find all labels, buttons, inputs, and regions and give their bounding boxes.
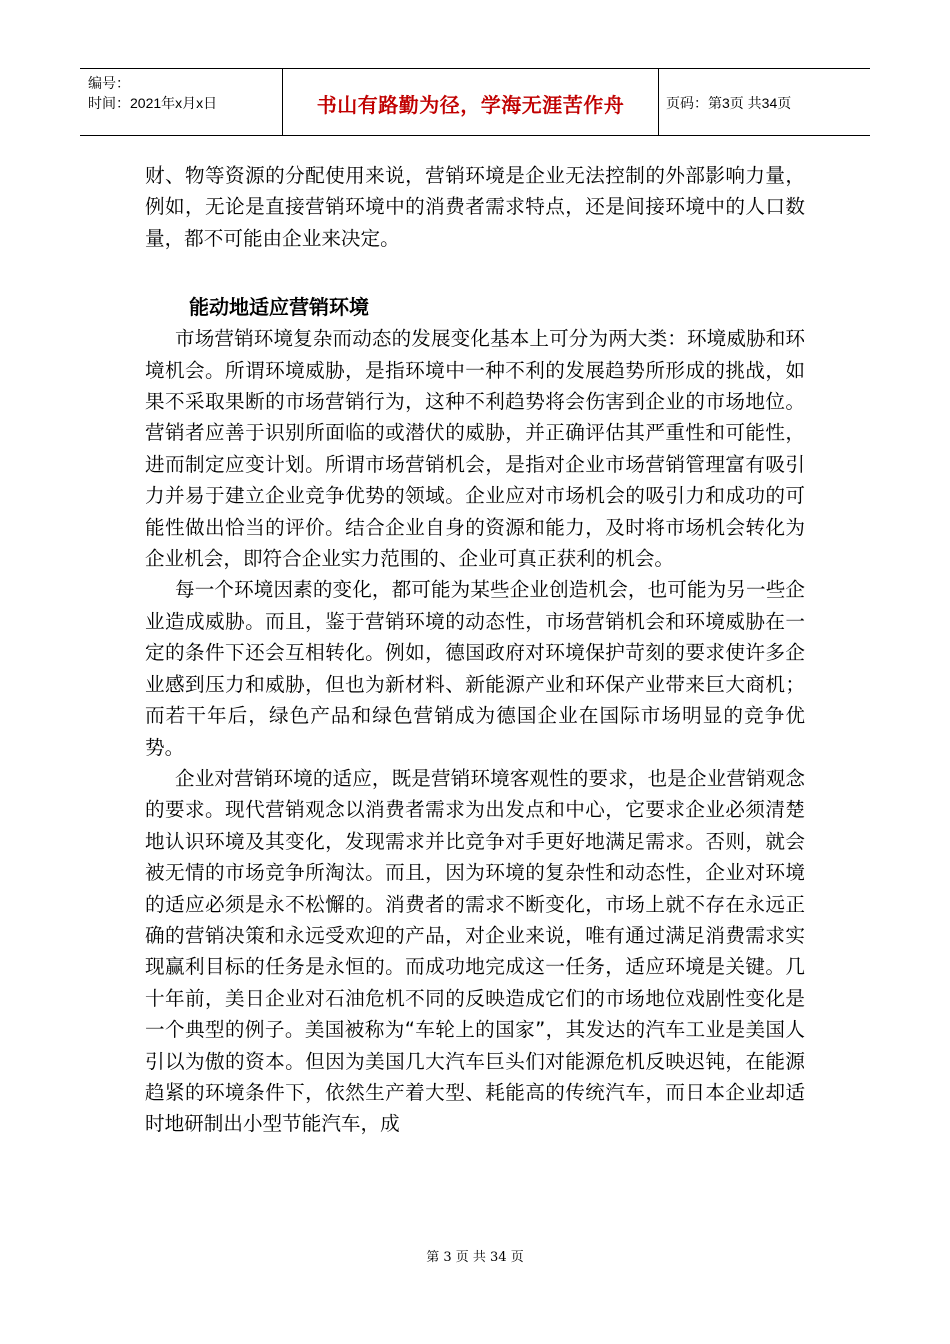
body-paragraph-3: 企业对营销环境的适应，既是营销环境客观性的要求，也是企业营销观念的要求。现代营销观念以消费者需求为出发点和中心，它要求企业必须清楚地认识环境及其变化，发现需求并比竞争对手更好地满足需求。否则，就会被无情的市场竞争所淘汰。而且，因为环境的复杂性和动态性，企业对环境的适应必须是永不松懈的。消费者的需求不断变化，市场上就不存在永远正确的营销决策和永远受欢迎的产品，对企业来说，唯有通过满足消费需求实现赢利目标的任务是永恒的。而成功地完成这一任务，适应环境是关键。几十年前，美日企业对石油危机不同的反映造成它们的市场地位戏剧性变化是一个典型的例子。美国被称为“车轮上的国家”，其发达的汽车工业是美国人引以为傲的资本。但因为美国几大汽车巨头们对能源危机反映迟钝，在能源趋紧的环境条件下，依然生产着大型、耗能高的传统汽车，而日本企业却适时地研制出小型节能汽车，成 — [145, 766, 805, 1136]
page-footer: 第 3 页 共 34 页 — [426, 1250, 524, 1265]
page-header — [80, 68, 870, 136]
header-page-info: 页码：第3页 共34页 — [666, 95, 792, 111]
document-body — [145, 160, 805, 1140]
header-meta — [88, 73, 217, 113]
section-heading: 能动地适应营销环境 — [189, 295, 369, 320]
body-paragraph-1: 市场营销环境复杂而动态的发展变化基本上可分为两大类：环境威胁和环境机会。所谓环境威胁，是指环境中一种不利的发展趋势所形成的挑战，如果不采取果断的市场营销行为，这种不利趋势将会伤害到企业的市场地位。营销者应善于识别所面临的或潜伏的威胁，并正确评估其严重性和可能性，进而制定应变计划。所谓市场营销机会，是指对企业市场营销管理富有吸引力并易于建立企业竞争优势的领域。企业应对市场机会的吸引力和成功的可能性做出恰当的评价。结合企业自身的资源和能力，及时将市场机会转化为企业机会，即符合企业实力范围的、企业可真正获利的机会。 — [145, 327, 805, 571]
document-number-label: 编号： — [88, 75, 130, 91]
body-paragraph-2: 每一个环境因素的变化，都可能为某些企业创造机会，也可能为另一些企业造成威胁。而且，鉴于营销环境的动态性，市场营销机会和环境威胁在一定的条件下还会互相转化。例如，德国政府对环境保护苛刻的要求使许多企业感到压力和威胁，但也为新材料、新能源产业和环保产业带来巨大商机；而若干年后，绿色产品和绿色营销成为德国企业在国际市场明显的竞争优势。 — [145, 578, 805, 759]
intro-paragraph: 财、物等资源的分配使用来说，营销环境是企业无法控制的外部影响力量，例如，无论是直接营销环境中的消费者需求特点，还是间接环境中的人口数量，都不可能由企业来决定。 — [145, 164, 805, 250]
header-divider-right — [658, 69, 659, 135]
document-time-label: 时间：2021年x月x日 — [88, 95, 218, 111]
header-motto: 书山有路勤为径，学海无涯苦作舟 — [316, 93, 625, 117]
